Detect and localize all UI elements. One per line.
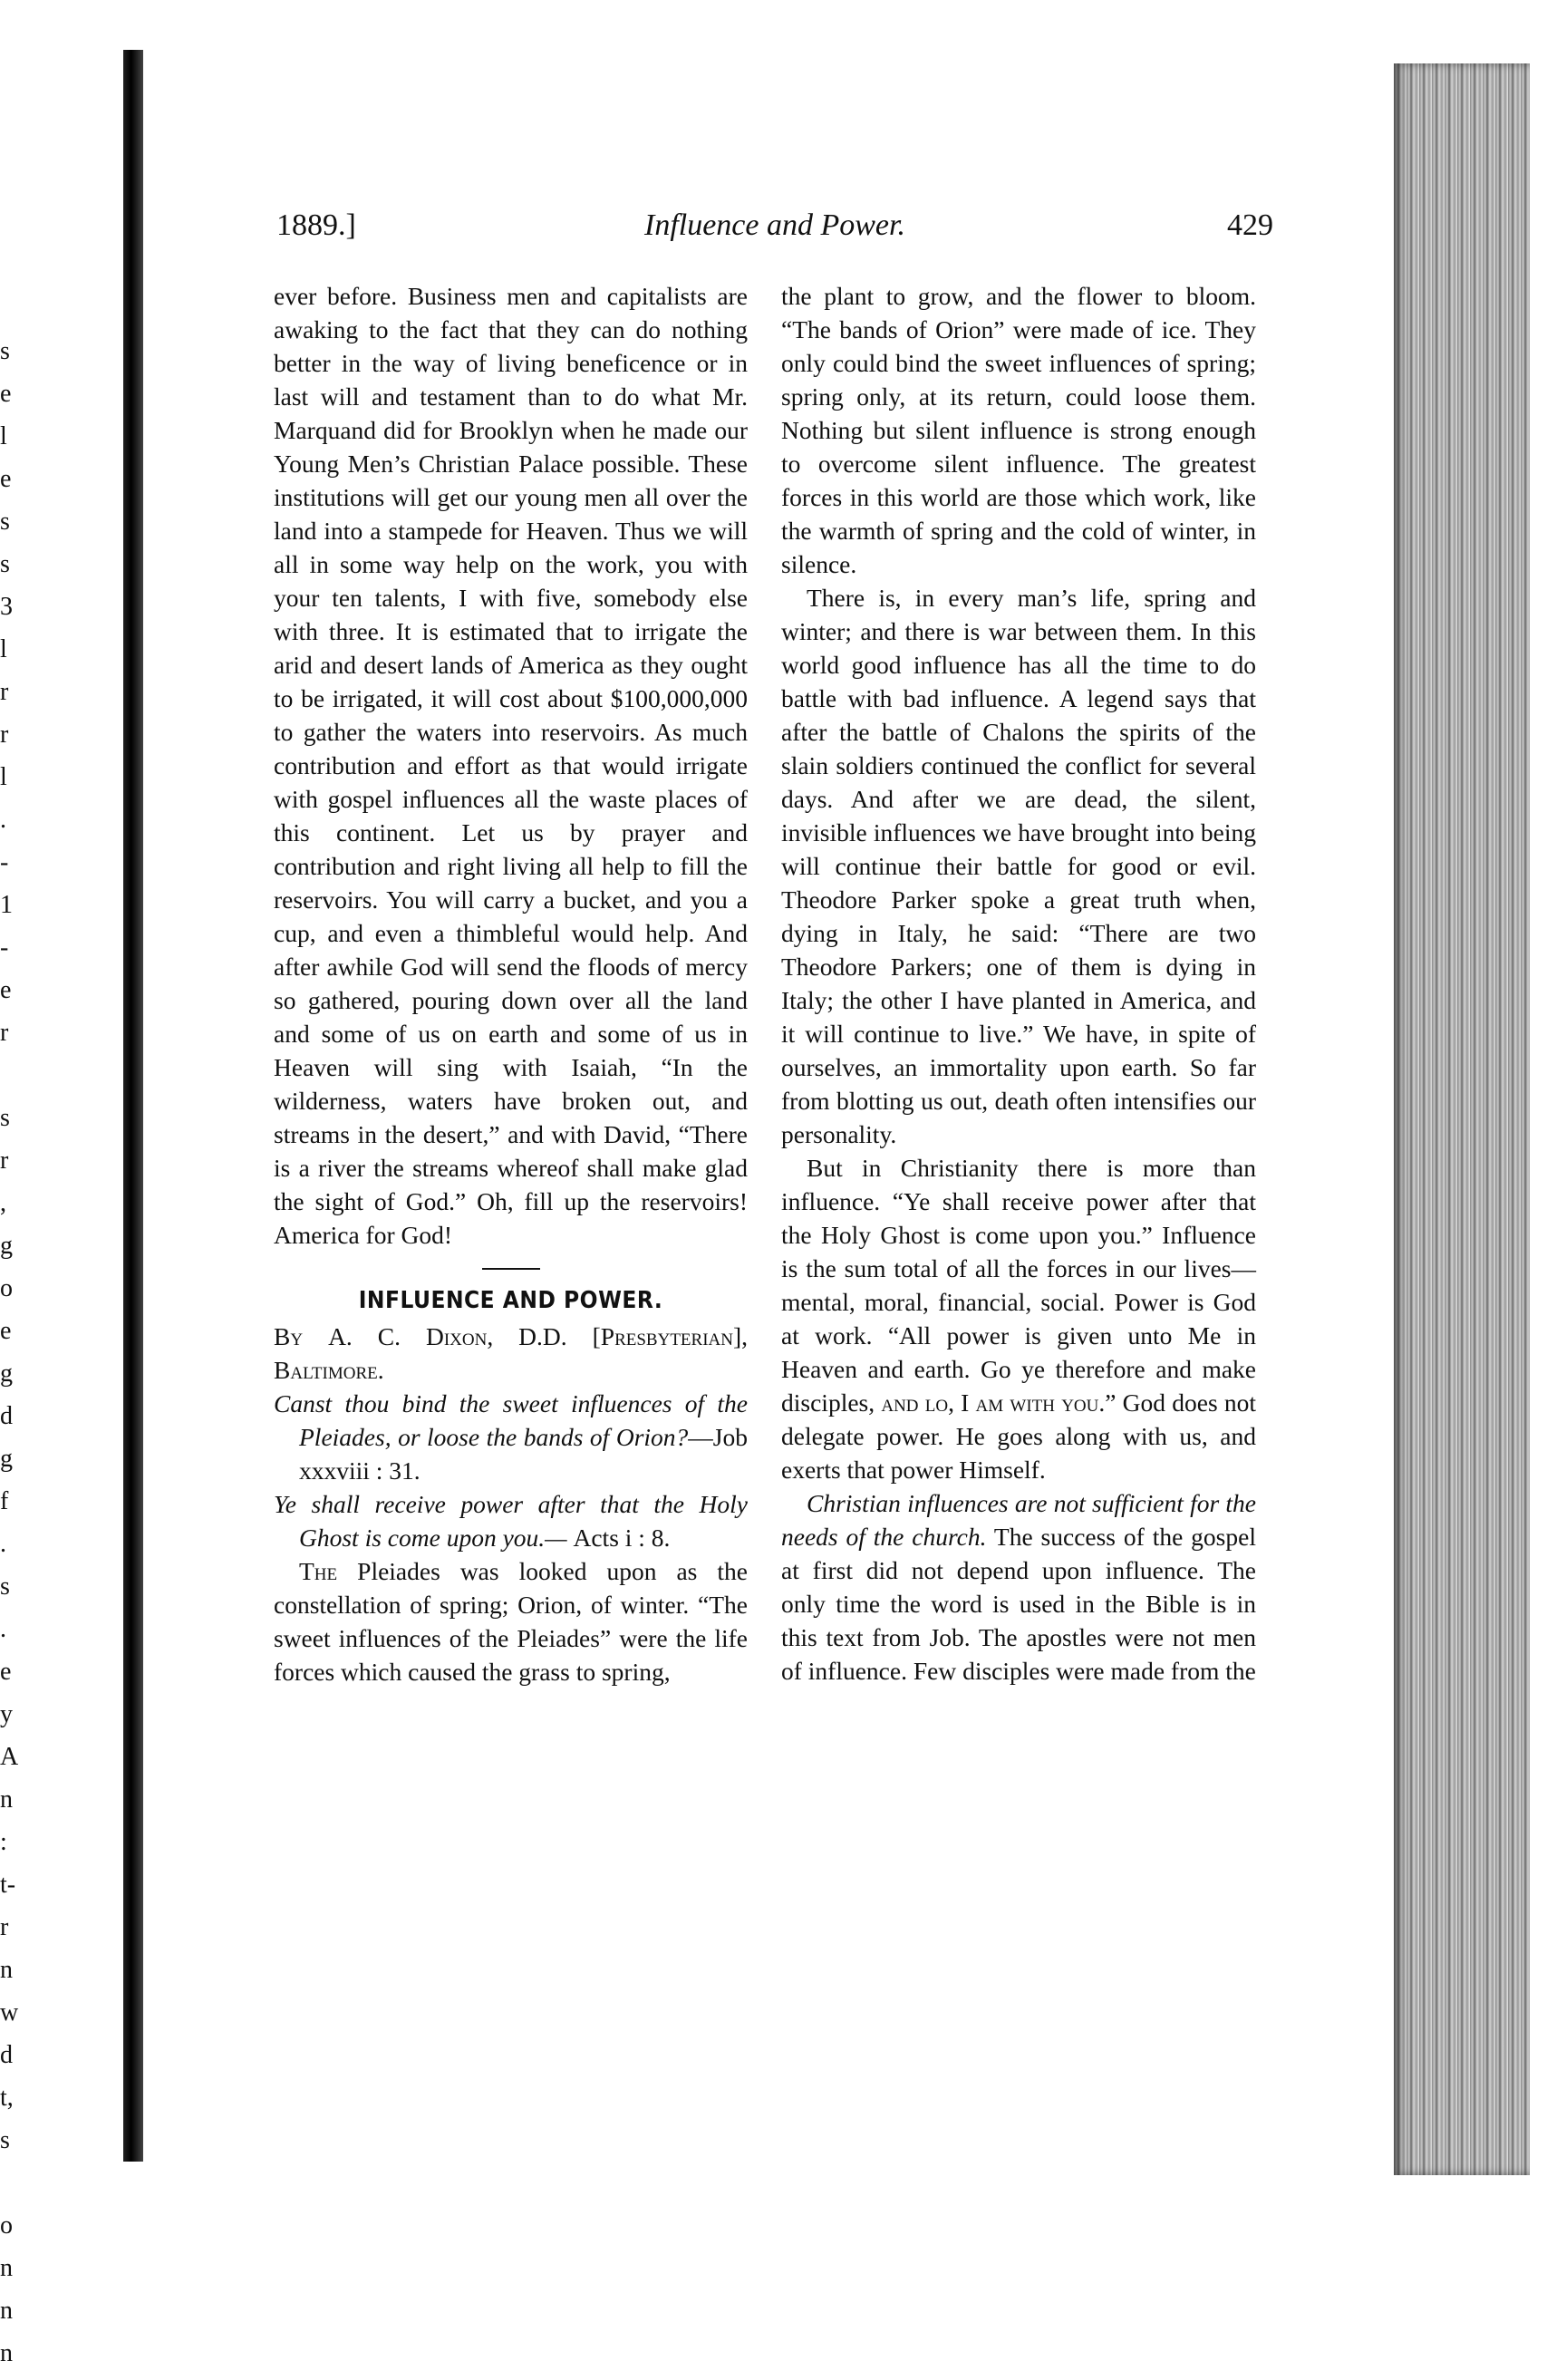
facing-page-letter: e (0, 1317, 12, 1345)
facing-page-letter: l (0, 763, 7, 791)
facing-page-letter: r (0, 721, 9, 749)
facing-page-letter: l (0, 635, 7, 663)
facing-page-letter (0, 2167, 18, 2210)
facing-page-letter: t, (0, 2084, 14, 2112)
book-gutter (123, 50, 143, 2162)
facing-page-letter: s (0, 337, 10, 365)
paragraph-spring-winter: There is, in every man’s life, spring and winter; and there is war between them. In this world good influence has all the time to do battle with bad influence. A legend says that after the battle of Chalons the spirits of the slain soldiers continued the conflict for several days. And after we are dead, the silent, invisible influences we have brought into being will continue their battle for good or evil. Theodore Parker spoke a great truth when, dying in Italy, he said: “There are two Theodore Parkers; one of them is dying in Italy; the other I have planted in America, and it will continue to live.” We have, in spite of ourselves, an immortality upon earth. So far from blotting us out, death often intensifies our personality. (781, 584, 1256, 1148)
facing-page-letter: g (0, 1232, 13, 1260)
facing-page-letter: f (0, 1487, 9, 1515)
facing-page-letter: e (0, 380, 12, 408)
facing-page-letter: d (0, 1402, 13, 1430)
facing-page-letter: d (0, 2041, 13, 2069)
facing-page-letter: s (0, 1104, 10, 1132)
facing-page-letter: . (0, 1530, 6, 1558)
epigraph-job-quote: Canst thou bind the sweet influences of the Pleiades, or loose the bands of Orion? (274, 1389, 748, 1451)
facing-page-letter: o (0, 2211, 13, 2240)
facing-page-letter: . (0, 1615, 6, 1643)
facing-page-letter: t- (0, 1871, 16, 1899)
section-divider (482, 1268, 540, 1270)
facing-page-letter: A (0, 1743, 19, 1771)
facing-page-letter: r (0, 1019, 9, 1047)
facing-page-letter: n (0, 1785, 13, 1814)
epigraph-acts-quote: Ye shall receive power after that the Holy Ghost is come upon you.— (274, 1490, 748, 1552)
header-year: 1889.] (276, 208, 356, 242)
byline-by: By (274, 1322, 304, 1350)
facing-page-letter: g (0, 1359, 13, 1388)
facing-page-letter: w (0, 1998, 19, 2027)
facing-page-letter: : (0, 1828, 7, 1856)
running-header (276, 208, 1273, 254)
byline (274, 1320, 748, 1387)
page-number: 429 (1227, 208, 1273, 242)
left-column (274, 279, 748, 1688)
christian-influences-italic: Christian influences are not sufficient for the needs of the church. (781, 1489, 1256, 1551)
facing-page-letter: g (0, 1445, 13, 1473)
facing-page-letter: o (0, 1274, 13, 1302)
facing-page-letter: 1 (0, 891, 13, 919)
article-heading: INFLUENCE AND POWER. (358, 1287, 663, 1314)
page-stack-edge (1394, 63, 1530, 2175)
facing-page-edge (0, 63, 136, 2367)
christianity-text-2: ” God does not delegate power. He goes along with us, and exerts that power Himself. (781, 1388, 1257, 1484)
header-title: Influence and Power. (644, 208, 905, 242)
body-lead-word: The (299, 1557, 338, 1585)
facing-page-letter: n (0, 1956, 13, 1984)
paragraph-christian-influences (781, 1486, 1256, 1688)
christianity-text-1: But in Christianity there is more than influence. “Ye shall receive power after that the Holy Ghost is come upon you.” Influence is the sum total of all the forces in our lives—mental, moral, financial, social. Power is God at work. “All power is given unto Me in Heaven and earth. Go ye therefore and make disciples, (781, 1154, 1256, 1417)
paragraph-orion: the plant to grow, and the flower to bloom. “The bands of Orion” were made of ice. They only could bind the sweet influences of spring; spring only, at its return, could loose them. Nothing but silent influence is strong enough to overcome silent influence. The greatest forces in this world are those which work, like the warmth of spring and the cold of winter, in silence. (781, 282, 1256, 578)
facing-page-letter: r (0, 1146, 9, 1175)
facing-page-letter: y (0, 1700, 13, 1728)
paragraph-christianity (781, 1151, 1256, 1486)
facing-page-letter: , (0, 1189, 6, 1217)
facing-page-letter: l (0, 422, 7, 450)
facing-page-letter: r (0, 1913, 9, 1941)
facing-page-letter: e (0, 465, 12, 493)
facing-page-letter: 3 (0, 593, 13, 621)
epigraph-job-citation: —Job xxxviii : 31. (299, 1423, 748, 1485)
epigraph-job (274, 1387, 748, 1487)
christian-influences-text: The success of the gospel at first did not depend upon influence. The only time the word is used in the Bible is in this text from Job. The apostles were not men of influence. Few disciples were made from the (781, 1523, 1256, 1685)
facing-page-letter: n (0, 2297, 13, 2325)
facing-page-letter: - (0, 934, 9, 962)
facing-page-letter: s (0, 550, 10, 578)
facing-page-letter: - (0, 848, 9, 876)
facing-page-letter: s (0, 2126, 10, 2154)
facing-page-letter: s (0, 1572, 10, 1601)
christianity-smallcaps: and lo, I am with you. (881, 1388, 1106, 1417)
facing-page-letter: . (0, 806, 6, 834)
right-column (781, 279, 1256, 1688)
body-text: Pleiades was looked upon as the constellation of spring; Orion, of winter. “The sweet influences of the Pleiades” were the life forces which caused the grass to spring, (274, 1557, 748, 1686)
byline-affiliation: [Presbyterian], Baltimore. (274, 1322, 749, 1384)
byline-author: A. C. Dixon, D.D. (328, 1322, 567, 1350)
epigraph-acts (274, 1487, 748, 1554)
article-body-start (274, 1554, 748, 1688)
facing-page-letter: e (0, 1658, 12, 1686)
epigraph-acts-citation: Acts i : 8. (573, 1524, 671, 1552)
facing-page-letter: n (0, 2254, 13, 2282)
facing-page-letter: e (0, 976, 12, 1004)
paragraph-continuation: ever before. Business men and capitalists are awaking to the fact that they can do nothing better in the way of living beneficence or in last will and testament than to do what Mr. Marquand did for Brooklyn when he made our Young Men’s Christian Palace possible. These institutions will get our young men all over the land into a stampede for Heaven. Thus we will all in some way help on the work, you with your ten talents, I with five, somebody else with three. It is estimated that to irrigate the arid and desert lands of America as they ought to be irrigated, it will cost about $100,000,000 to gather the waters into reservoirs. As much contribution and effort as that would irrigate with gospel influences all the waste places of this continent. Let us by prayer and contribution and right living all help to fill the reservoirs. You will carry a bucket, and you a cup, and even a thimbleful would help. And after awhile God will send the floods of mercy so gathered, pouring down over all the land and some of us on earth and some of us in Heaven will sing with Isaiah, “In the wilderness, waters have broken out, and streams in the desert,” and with David, “There is a river the streams whereof shall make glad the sight of God.” Oh, fill up the reservoirs! America for God! (274, 282, 748, 1249)
facing-page-letters (0, 335, 18, 2380)
facing-page-letter: s (0, 508, 10, 536)
facing-page-letter: n (0, 2339, 13, 2367)
facing-page-letter (0, 1059, 18, 1102)
facing-page-letter: r (0, 678, 9, 706)
